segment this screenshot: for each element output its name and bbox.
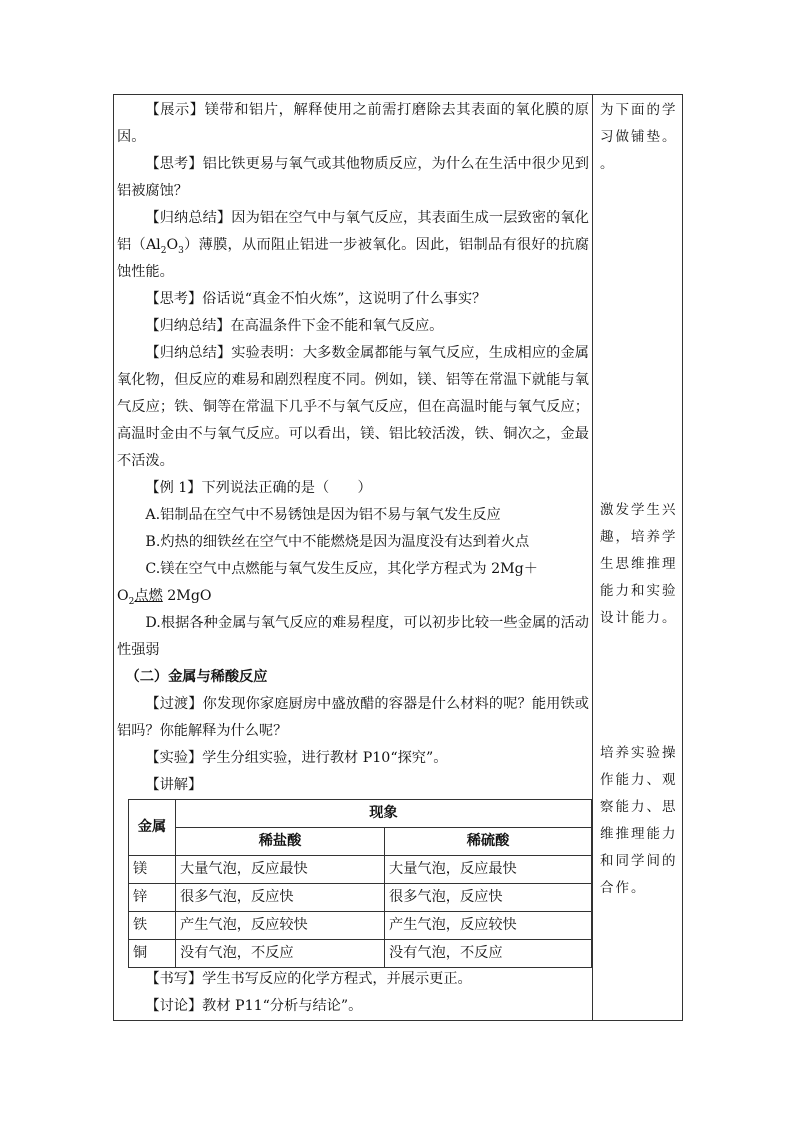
summary-1-text-o: O <box>166 237 179 253</box>
column-divider <box>592 94 593 1021</box>
subscript-2: 2 <box>160 245 167 256</box>
summary-1-text-b: ）薄膜，从而阻止铝进一步被氧化。因此，铝制品有很好的抗腐蚀性能。 <box>117 237 589 280</box>
table-row <box>129 940 592 968</box>
option-b: B.灼热的细铁丝在空气中不能燃烧是因为温度没有达到着火点 <box>145 534 530 550</box>
h2so4-cell: 很多气泡，反应快 <box>385 884 592 912</box>
para-transition: 【过渡】你发现你家庭厨房中盛放醋的容器是什么材料的呢？能用铁或铝吗？你能解释为什么呢？ <box>117 696 589 739</box>
h2so4-cell: 没有气泡，不反应 <box>385 940 592 968</box>
table-row <box>129 884 592 912</box>
para-example-1: 【例 1】下列说法正确的是（ ） <box>145 480 372 496</box>
side-note-1-extra: 。 <box>600 156 616 172</box>
phenomena-table <box>128 799 592 968</box>
para-writing: 【书写】学生书写反应的化学方程式，并展示更正。 <box>145 971 472 987</box>
option-d: D.根据各种金属与氧气反应的难易程度，可以初步比较一些金属的活动性强弱 <box>117 615 589 658</box>
side-note-2: 激发学生兴趣，培养学生思维推理能力和实验设计能力。 <box>600 502 678 626</box>
hcl-cell: 没有气泡，不反应 <box>176 940 385 968</box>
para-think-2: 【思考】俗话说“真金不怕火炼”，这说明了什么事实？ <box>145 291 487 307</box>
header-phenomena: 现象 <box>176 800 592 828</box>
option-c-o: O <box>117 588 129 604</box>
metal-cell: 铁 <box>129 912 176 940</box>
metal-cell: 铜 <box>129 940 176 968</box>
header-metal: 金属 <box>129 800 176 856</box>
side-note-3: 培养实验操作能力、观察能力、思维推理能力和同学间的合作。 <box>600 745 678 896</box>
option-a: A.铝制品在空气中不易锈蚀是因为铝不易与氧气发生反应 <box>145 507 501 523</box>
h2so4-cell: 产生气泡，反应较快 <box>385 912 592 940</box>
para-summary-1 <box>117 205 589 286</box>
header-hcl: 稀盐酸 <box>176 828 385 856</box>
table-subheader-row <box>129 828 592 856</box>
section-title-2: （二）金属与稀酸反应 <box>125 669 268 685</box>
side-note-1 <box>600 97 678 178</box>
table-header-row <box>129 800 592 828</box>
hcl-cell: 大量气泡，反应最快 <box>176 856 385 884</box>
summary-1-text-a: 【归纳总结】因为铝在空气中与氧气反应，其表面生成一层致密的氧化铝（Al <box>117 210 589 253</box>
option-c-product: 2MgO <box>162 588 212 604</box>
para-summary-3: 【归纳总结】实验表明：大多数金属都能与氧气反应，生成相应的金属氧化物，但反应的难易和剧烈程度不同。例如，镁、铝等在常温下就能与氧气反应；铁、铜等在常温下几乎不与氧气反应，但在高温时能与氧气反应；高温时金由不与氧气反应。可以看出，镁、铝比较活泼，铁、铜次之，金最不活泼。 <box>117 345 589 469</box>
h2so4-cell: 大量气泡，反应最快 <box>385 856 592 884</box>
hcl-cell: 很多气泡，反应快 <box>176 884 385 912</box>
after-table-content <box>117 966 589 1020</box>
table-row <box>129 912 592 940</box>
subscript-3: 3 <box>178 245 184 256</box>
para-explain: 【讲解】 <box>145 777 203 793</box>
metal-cell: 镁 <box>129 856 176 884</box>
para-summary-2: 【归纳总结】在高温条件下金不能和氧气反应。 <box>145 318 444 334</box>
para-discussion: 【讨论】教材 P11“分析与结论”。 <box>145 998 363 1014</box>
table-row <box>129 856 592 884</box>
para-think-1: 【思考】铝比铁更易与氧气或其他物质反应，为什么在生活中很少见到铝被腐蚀？ <box>117 156 589 199</box>
metal-cell: 锌 <box>129 884 176 912</box>
option-c-subscript: 2 <box>128 596 135 607</box>
para-experiment: 【实验】学生分组实验，进行教材 P10“探究”。 <box>145 750 448 766</box>
option-c-line-2 <box>117 583 589 610</box>
option-c-line-1: C.镁在空气中点燃能与氧气发生反应，其化学方程式为 2Mg＋ <box>145 561 538 577</box>
hcl-cell: 产生气泡，反应较快 <box>176 912 385 940</box>
side-note-1-text: 为下面的学习做铺垫。 <box>600 102 678 145</box>
main-content <box>117 97 589 799</box>
header-h2so4: 稀硫酸 <box>385 828 592 856</box>
para-show: 【展示】镁带和铝片，解释使用之前需打磨除去其表面的氧化膜的原因。 <box>117 102 589 145</box>
reaction-condition: 点燃 <box>134 588 163 604</box>
